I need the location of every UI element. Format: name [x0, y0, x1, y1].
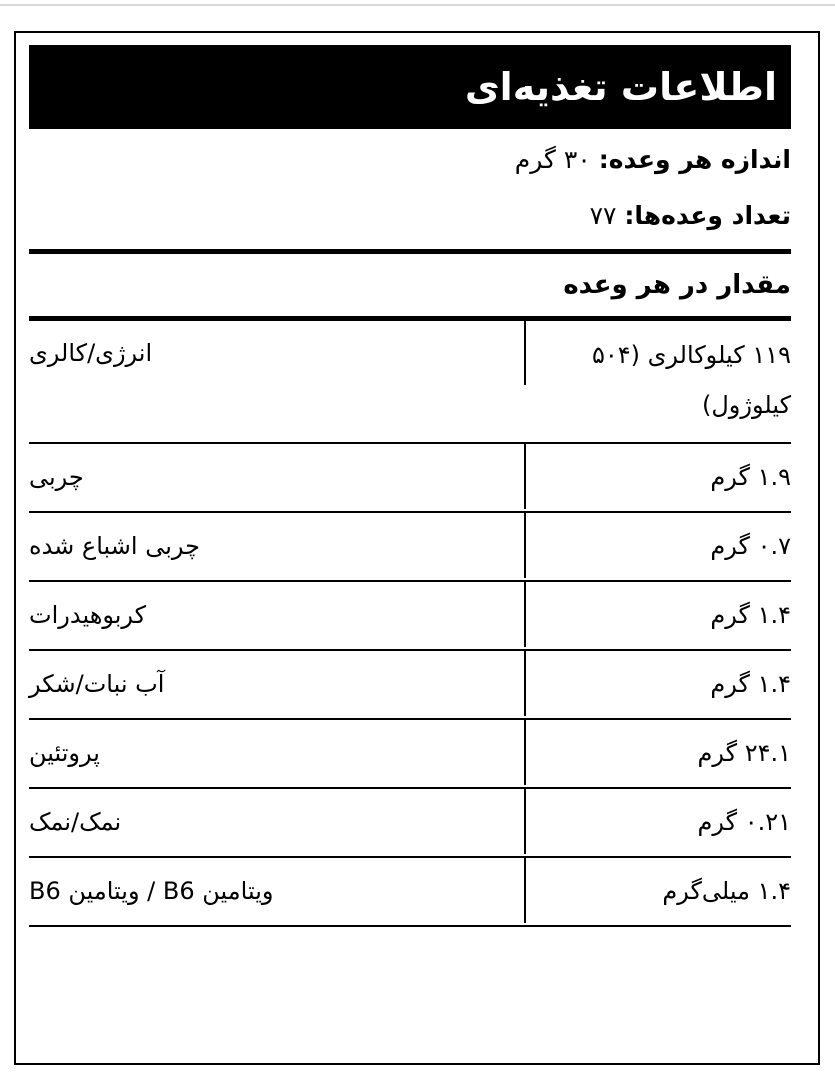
nutrient-row: [29, 651, 791, 720]
energy-row: [29, 321, 791, 444]
nutrient-name: ویتامین B6 / ویتامین B6: [29, 876, 274, 905]
nutrient-row: [29, 513, 791, 582]
serving-size-label: اندازه هر وعده:: [598, 144, 791, 174]
serving-size-line: [29, 131, 791, 187]
nutrient-amount: ۰.۷ گرم: [524, 513, 791, 578]
nutrient-row: [29, 582, 791, 651]
nutrient-amount: ۱.۴ میلی‌گرم: [524, 858, 791, 923]
nutrient-amount: ۱.۹ گرم: [524, 444, 791, 509]
energy-amount-continued: کیلوژول): [702, 391, 791, 419]
servings-count-value: ۷۷: [589, 200, 617, 230]
nutrient-row: [29, 444, 791, 513]
nutrient-name: پروتئین: [29, 738, 100, 767]
nutrient-name: چربی اشباع شده: [29, 531, 200, 560]
servings-count-line: [29, 187, 791, 243]
nutrient-row: [29, 720, 791, 789]
top-divider: [0, 4, 835, 6]
energy-amount: ۱۱۹ کیلوکالری (۵۰۴: [524, 321, 791, 385]
nutrition-label: [29, 45, 791, 927]
nutrient-amount: ۰.۲۱ گرم: [524, 789, 791, 854]
nutrient-name: چربی: [29, 462, 84, 491]
nutrient-amount: ۲۴.۱ گرم: [524, 720, 791, 785]
per-serving-heading: مقدار در هر وعده: [563, 270, 791, 300]
nutrient-name: آب نبات/شکر: [29, 669, 165, 698]
energy-name: انرژی/کالری: [29, 339, 153, 367]
serving-size-value: ۳۰ گرم: [514, 144, 591, 174]
nutrient-amount: ۱.۴ گرم: [524, 582, 791, 647]
nutrient-amount: ۱.۴ گرم: [524, 651, 791, 716]
label-title: اطلاعات تغذیه‌ای: [29, 45, 791, 129]
nutrient-row: [29, 858, 791, 927]
nutrient-name: نمک/نمک: [29, 807, 122, 836]
nutrient-name: کربوهیدرات: [29, 600, 147, 629]
nutrient-row: [29, 789, 791, 858]
servings-count-label: تعداد وعده‌ها:: [624, 200, 791, 230]
